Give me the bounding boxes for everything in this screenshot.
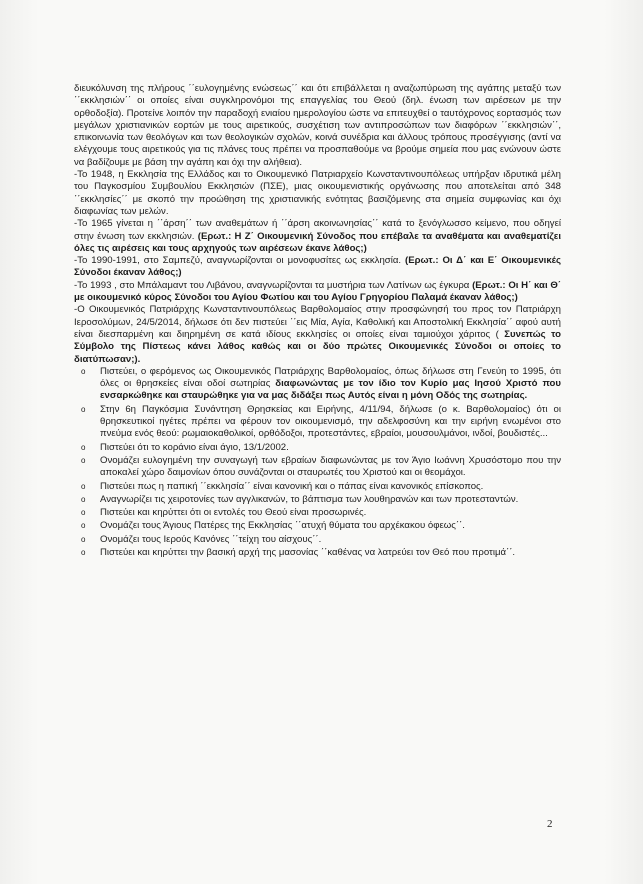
paragraph-text: -Το 1965 γίνεται η ΄΄άρση΄΄ των αναθεμάτων ή ΄΄άρση ακοινωνησίας΄΄ κατά το ξενόγλωσσο κείμενο, που οδηγεί στην ένωση των εκκλησιών.: [74, 218, 561, 242]
bullet-item: [74, 404, 561, 441]
bullet-text: [100, 494, 561, 506]
paragraph: [74, 280, 561, 305]
paragraph-text: -Το 1990-1991, στο Σαμπεζύ, αναγνωρίζονται οι μονοφυσίτες ως εκκλησία.: [74, 255, 406, 267]
bullet-item: [74, 442, 561, 454]
bullet-run-text: Πιστεύει και κηρύττει ότι οι εντολές του Θεού είναι προσωρινές.: [100, 507, 367, 519]
bullet-text: [100, 507, 561, 519]
bullet-run-text: Στην 6η Παγκόσμια Συνάντηση Θρησκείας και Ειρήνης, 4/11/94, δήλωσε (ο κ. Βαρθολομαίος) ότι οι θρησκευτικοί ηγέτες πρέπει να φέρουν τον οικουμενισμό, την αδελφοσύνη και την ειρήνη ενωμένοι στο πνεύμα ενός θεού: ρωμαιοκαθολικοί, ορθόδοξοι, προτεστάντες, εβραίοι, μουσουλμάνοι, ινδοί, βουδιστές...: [100, 403, 561, 440]
bullet-text: [100, 442, 561, 454]
bullet-run-text: Πιστεύει, ο φερόμενος ως Οικουμενικός Πατριάρχης Βαρθολομαίος, όπως δήλωσε στη Γενεύη το 1995, ότι όλες οι θρησκείες είναι οδοί σωτηρίας: [100, 365, 561, 390]
paragraph: [74, 304, 561, 365]
bullet-circle-icon: o: [81, 521, 86, 531]
bullet-item: [74, 507, 561, 519]
bullet-run-text: Πιστεύει ότι το κοράνιο είναι άγιο, 13/1/2002.: [100, 441, 289, 453]
bullet-run-text: Πιστεύει και κηρύττει την βασική αρχή της μασονίας ΄΄καθένας να λατρεύει τον Θεό που προτιμά΄΄.: [100, 546, 516, 558]
bullet-item: [74, 494, 561, 506]
bullet-circle-icon: o: [81, 508, 86, 518]
bullet-run-text: Ονομάζει τους Άγιους Πατέρες της Εκκλησίας ΄΄ατυχή θύματα του αρχέκακου όφεως΄΄.: [100, 520, 465, 532]
bullet-text: [100, 366, 561, 403]
bullet-item: [74, 366, 561, 403]
bullet-circle-icon: o: [81, 494, 86, 504]
paragraph-text: -Το 1948, η Εκκλησία της Ελλάδος και το Οικουμενικό Πατριαρχείο Κωνσταντινουπόλεως υπήρξαν ιδρυτικά μέλη του Παγκοσμίου Συμβουλίου Εκκλησιών (ΠΣΕ), μιας οικουμενιστικής οργάνωσης που αποτελείται από 348 ΄΄εκκλησίες΄΄ με σκοπό την προώθηση της χριστιανικής ενότητας βασιζόμενης στα σημεία συμφωνίας και όχι διαφωνίας των μελών.: [74, 169, 561, 217]
bullet-circle-icon: o: [81, 366, 86, 376]
bullet-item: [74, 520, 561, 532]
paragraph: [74, 218, 561, 255]
bold-question-text: Συνεπώς το Σύμβολο της Πίστεως κάνει λάθος καθώς και οι δύο πρώτες Οικουμενικές Σύνοδοι οι οποίες το διατύπωσαν;).: [74, 328, 561, 365]
bold-question-text: (Ερωτ.: Η Ζ΄ Οικουμενική Σύνοδος που επέβαλε τα αναθέματα και αναθεματίζει όλες τις αιρέσεις και τους αρχηγούς των αιρέσεων έκανε λάθος;): [74, 230, 561, 254]
bold-statement-text: διαφωνώντας με τον ίδιο τον Κυρίο μας Ιησού Χριστό που ενσαρκώθηκε και σταυρώθηκε για να μας διδάξει πως Αυτός είναι η μόνη Οδός της σωτηρίας.: [100, 378, 561, 402]
paragraph-text: -Ο Οικουμενικός Πατριάρχης Κωνσταντινουπόλεως Βαρθολομαίος στην προσφώνησή του προς τον Πατριάρχη Ιεροσολύμων, 24/5/2014, δήλωσε ότι δεν πιστεύει ΄΄εις Μία, Αγία, Καθολική και Αποστολική Εκκλησία΄΄ αφού αυτή είναι διεσπαρμένη και διηρημένη σε κατά ιδίους εκκλησίες οι οποίες είναι ταμιούχοι χάριτος (: [74, 304, 561, 340]
page-number: 2: [547, 818, 553, 830]
paragraph: [74, 83, 561, 169]
bullet-list: [74, 366, 561, 559]
bullet-run-text: Ονομάζει ευλογημένη την συναγωγή των εβραίων διαφωνώντας με τον Άγιο Ιωάννη Χρυσόστομο που την αποκαλεί χώρο δαιμονίων όπου συνάζονται οι σταυρωτές του Χριστού και οι θεομάχοι.: [100, 454, 561, 479]
bullet-circle-icon: o: [81, 547, 86, 557]
bullet-circle-icon: o: [81, 442, 86, 452]
bullet-item: [74, 455, 561, 480]
bullet-text: [100, 520, 561, 532]
bold-question-text: (Ερωτ.: Οι Δ΄ και Ε΄ Οικουμενικές Σύνοδοι έκαναν λάθος;): [74, 255, 561, 279]
bullet-text: [100, 455, 561, 480]
bullet-text: [100, 481, 561, 493]
bullet-circle-icon: o: [81, 534, 86, 544]
bullet-run-text: Ονομάζει τους Ιερούς Κανόνες ΄΄τείχη του αίσχους΄΄.: [100, 533, 322, 545]
paragraph: [74, 255, 561, 280]
document-body: [74, 83, 561, 560]
bullet-run-text: Πιστεύει πως η παπική ΄΄εκκλησία΄΄ είναι κανονική και ο πάπας είναι κανονικός επίσκοπος.: [100, 480, 484, 492]
paragraph-text: διευκόλυνση της πλήρους ΄΄ευλογημένης ενώσεως΄΄ και ότι επιβάλλεται η αναζωπύρωση της αγάπης μεταξύ των ΄΄εκκλησιών΄΄ οι οποίες είναι συγκληρονόμοι της επαγγελίας του Θεού (δηλ. ένωση των αιρέσεων με την ορθοδοξία). Προτείνε λοιπόν την παραδοχή ενιαίου ημερολογίου ώστε να επιτευχθεί ο ταυτόχρονος εορτασμός των μεγάλων χριστιανικών εορτών με τους αιρετικούς, συσχέτιση των αντιπροσώπων των διαφόρων ΄΄εκκλησιών΄΄, επικοινωνία των θεολόγων και των θεολογικών σχολών, κοινά συνέδρια και άλλους τρόπους προσέγγισης (αντί να ελέγχουμε τους αιρετικούς για τις πλάνες τους πρέπει να προσπαθούμε να βρούμε σημεία που μας ενώνουν ώστε να βαδίζουμε με βάση την αγάπη και όχι την αλήθεια).: [74, 83, 561, 168]
bullet-circle-icon: o: [81, 404, 86, 414]
paragraph-text: -Το 1993 , στο Μπάλαμαντ του Λιβάνου, αναγνωρίζονται τα μυστήρια των Λατίνων ως έγκυρα: [74, 279, 473, 291]
bullet-item: [74, 547, 561, 559]
bullet-circle-icon: o: [81, 481, 86, 491]
bullet-item: [74, 481, 561, 493]
bullet-text: [100, 547, 561, 559]
bold-question-text: (Ερωτ.: Οι Η΄ και Θ΄ με οικουμενικό κύρος Σύνοδοι του Αγίου Φωτίου και του Αγίου Γρηγορίου Παλαμά έκαναν λάθος;): [74, 279, 562, 304]
paragraph-list: [74, 83, 561, 366]
paragraph: [74, 169, 561, 218]
bullet-text: [100, 534, 561, 546]
bullet-text: [100, 404, 561, 441]
bullet-item: [74, 534, 561, 546]
bullet-circle-icon: o: [81, 455, 86, 465]
bullet-run-text: Αναγνωρίζει τις χειροτονίες των αγγλικανών, το βάπτισμα των λουθηρανών και των προτεσταντών.: [100, 493, 519, 505]
